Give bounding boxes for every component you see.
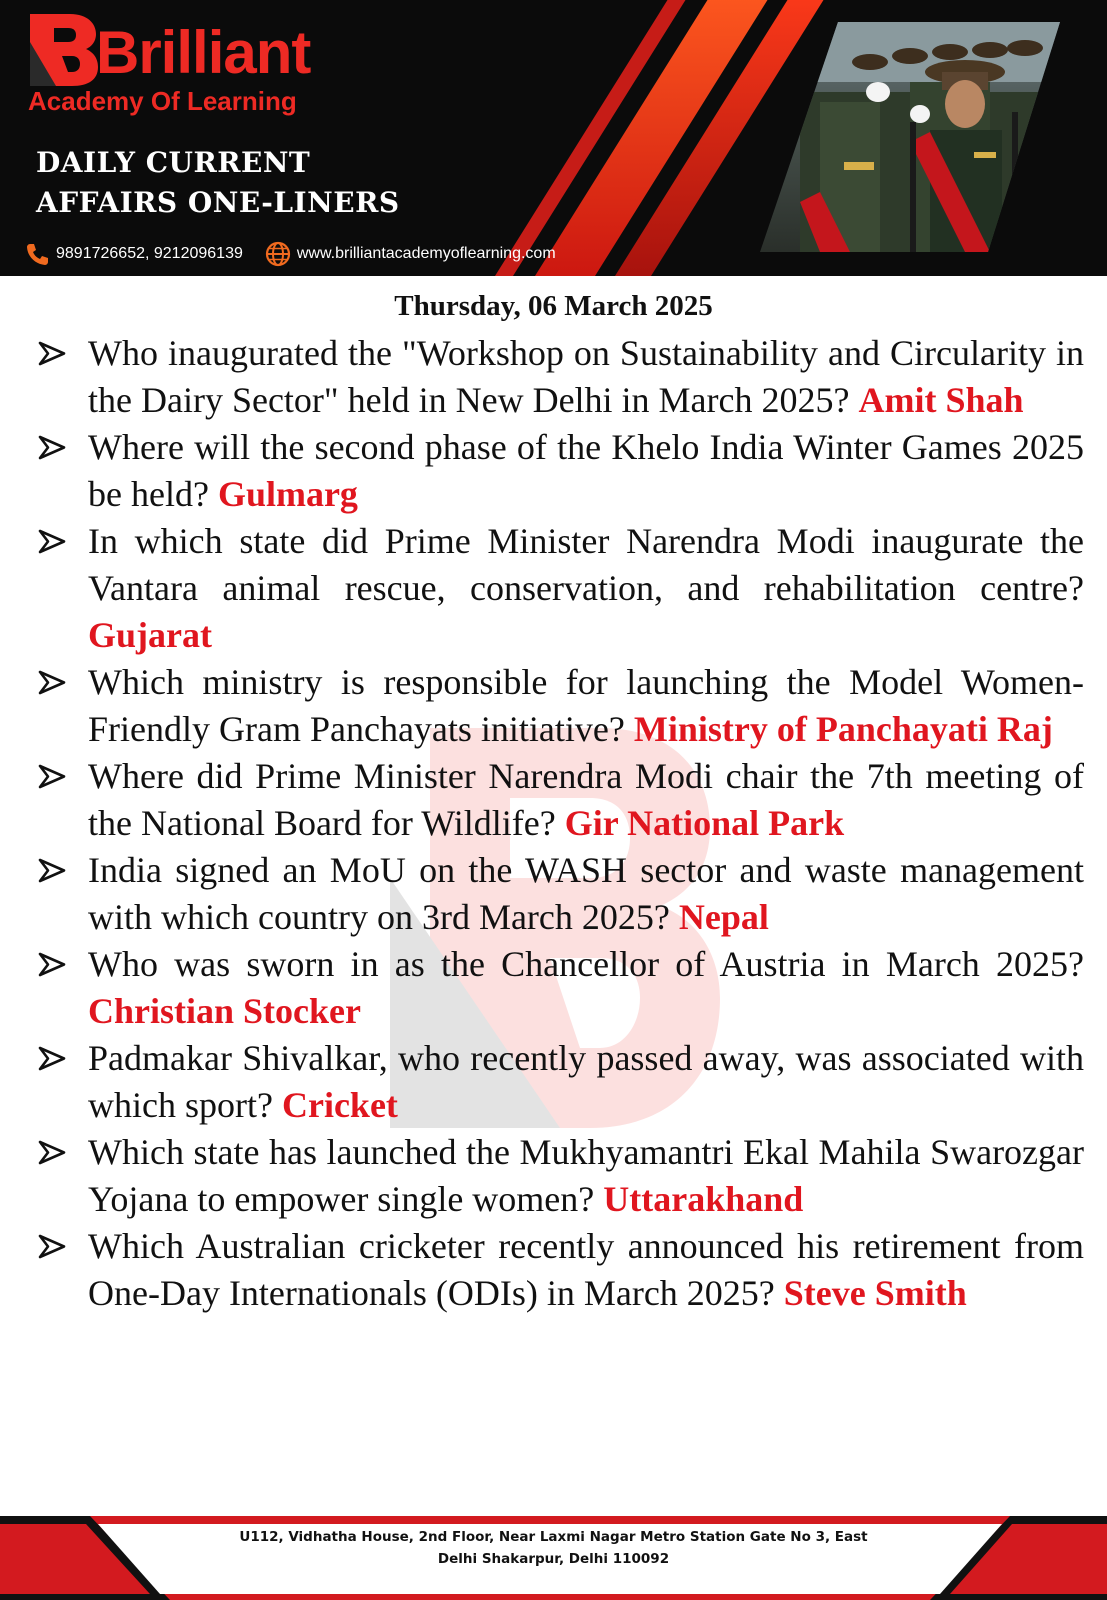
phone-numbers: 9891726652, 9212096139 (56, 245, 243, 262)
answer-text: Nepal (678, 897, 769, 937)
arrow-bullet-icon (32, 518, 72, 565)
soldiers-parade-image (760, 22, 1060, 252)
page-title-line1: DAILY CURRENT (36, 146, 311, 179)
list-item (30, 330, 1084, 424)
answer-text: Christian Stocker (88, 991, 361, 1031)
answer-text: Steve Smith (783, 1273, 967, 1313)
question-text: Which state has launched the Mukhyamantri Ekal Mahila Swarozgar Yojana to empower single women? (88, 1132, 1084, 1219)
list-item (30, 941, 1084, 1035)
arrow-bullet-icon (32, 847, 72, 894)
globe-icon (265, 241, 291, 267)
question-text: In which state did Prime Minister Narendra Modi inaugurate the Vantara animal rescue, conservation, and rehabilitation centre? (88, 521, 1084, 608)
question-text: India signed an MoU on the WASH sector and waste management with which country on 3rd March 2025? (88, 850, 1084, 937)
list-item (30, 1035, 1084, 1129)
arrow-bullet-icon (32, 330, 72, 377)
footer-address (0, 1526, 1107, 1570)
arrow-bullet-icon (32, 659, 72, 706)
answer-text: Gir National Park (564, 803, 845, 843)
list-item (30, 753, 1084, 847)
brand-logo-icon (26, 12, 100, 88)
phone-icon (24, 241, 50, 267)
arrow-bullet-icon (32, 1223, 72, 1270)
arrow-bullet-icon (32, 424, 72, 471)
list-item (30, 659, 1084, 753)
question-text: Padmakar Shivalkar, who recently passed away, was associated with which sport? (88, 1038, 1084, 1125)
website-link[interactable]: www.brilliantacademyoflearning.com (296, 245, 556, 262)
address-line2: Delhi Shakarpur, Delhi 110092 (437, 1551, 670, 1567)
answer-text: Gulmarg (217, 474, 358, 514)
answer-text: Gujarat (88, 615, 212, 655)
arrow-bullet-icon (32, 753, 72, 800)
page-title (36, 143, 400, 223)
arrow-bullet-icon (32, 1129, 72, 1176)
page-title-line2: AFFAIRS ONE-LINERS (36, 186, 400, 219)
question-text: Who inaugurated the "Workshop on Sustainability and Circularity in the Dairy Sector" held in New Delhi in March 2025? (88, 333, 1084, 420)
answer-text: Cricket (281, 1085, 398, 1125)
list-item (30, 847, 1084, 941)
list-item (30, 1223, 1084, 1317)
question-text: Where will the second phase of the Khelo India Winter Games 2025 be held? (88, 427, 1084, 514)
list-item (30, 518, 1084, 659)
questions-list (30, 330, 1084, 1317)
question-text: Which Australian cricketer recently announced his retirement from One-Day Internationals (ODIs) in March 2025? (88, 1226, 1084, 1313)
brand-tagline: Academy Of Learning (28, 86, 297, 116)
address-line1: U112, Vidhatha House, 2nd Floor, Near Laxmi Nagar Metro Station Gate No 3, East (239, 1529, 868, 1545)
answer-text: Amit Shah (858, 380, 1024, 420)
brand-name: Brilliant (96, 19, 311, 86)
list-item (30, 1129, 1084, 1223)
arrow-bullet-icon (32, 941, 72, 988)
question-text: Where did Prime Minister Narendra Modi chair the 7th meeting of the National Board for Wildlife? (88, 756, 1084, 843)
page-header (0, 0, 1107, 276)
answer-text: Ministry of Panchayati Raj (633, 709, 1053, 749)
question-text: Which ministry is responsible for launching the Model Women-Friendly Gram Panchayats initiative? (88, 662, 1084, 749)
question-text: Who was sworn in as the Chancellor of Austria in March 2025? (88, 944, 1084, 984)
list-item (30, 424, 1084, 518)
arrow-bullet-icon (32, 1035, 72, 1082)
answer-text: Uttarakhand (603, 1179, 804, 1219)
date-heading: Thursday, 06 March 2025 (394, 290, 713, 322)
contact-bar (24, 240, 556, 268)
